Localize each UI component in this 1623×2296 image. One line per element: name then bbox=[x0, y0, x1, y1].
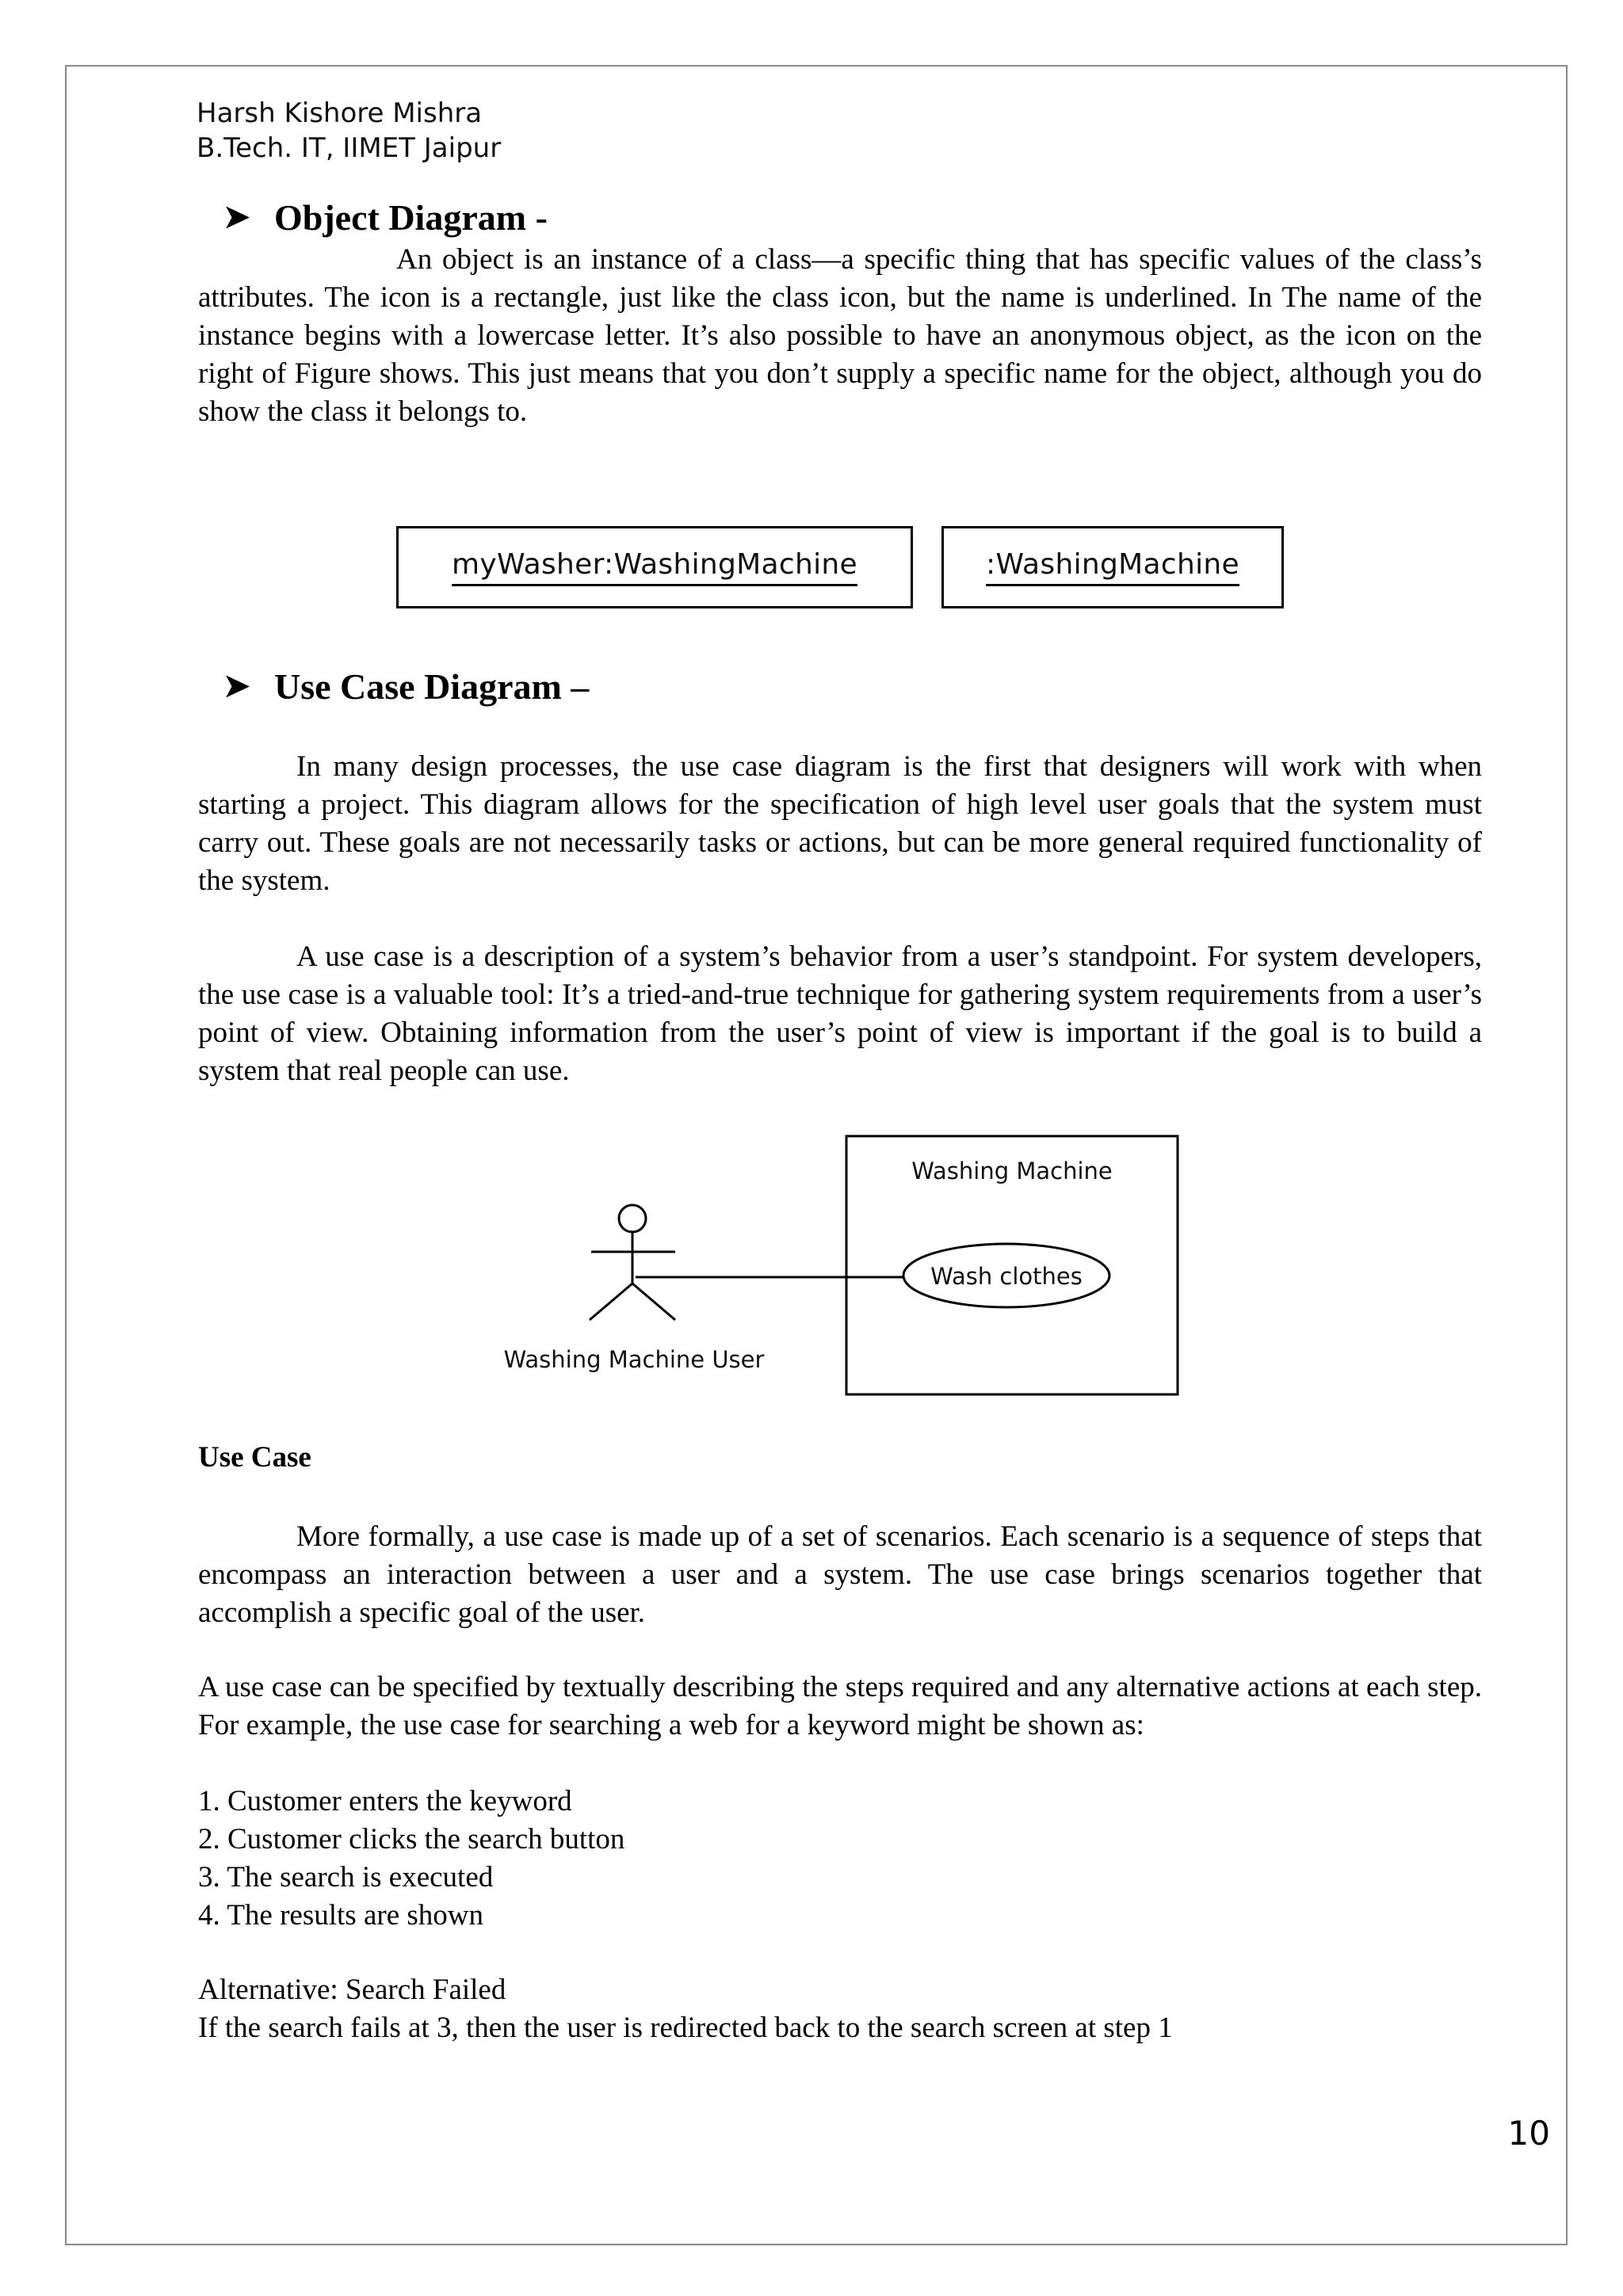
list-item: 2. Customer clicks the search button bbox=[198, 1823, 625, 1855]
page-number: 10 bbox=[1507, 2114, 1550, 2153]
author-name: Harsh Kishore Mishra bbox=[197, 97, 483, 129]
named-object-label: myWasher:WashingMachine bbox=[452, 548, 857, 586]
use-case-diagram-title: Use Case Diagram – bbox=[274, 666, 590, 707]
object-diagram-paragraph: An object is an instance of a class—a specific thing that has specific values of the class’s attributes. The icon is a rectangle, just like the class icon, but the name is underlined. In The name of the instance begins with a lowercase letter. It’s also possible to have an anonymous object, as the icon on the right of Figure shows. This just means that you don’t supply a specific name for the object, although you do show the class it belongs to. bbox=[198, 243, 1482, 428]
object-diagram-title: Object Diagram - bbox=[274, 197, 548, 238]
list-item: 3. The search is executed bbox=[198, 1861, 494, 1894]
actor-icon bbox=[590, 1205, 675, 1320]
system-name-label: Washing Machine bbox=[911, 1158, 1113, 1184]
use-case-paragraph-1: More formally, a use case is made up of a set of scenarios. Each scenario is a sequence of steps that encompass an interaction between a user and a system. The use case brings scenarios together that accomplish a specific goal of the user. bbox=[198, 1520, 1482, 1629]
use-case-diagram-heading bbox=[223, 666, 590, 707]
use-case-diagram-paragraph-1: In many design processes, the use case diagram is the first that designers will work with when starting a project. This diagram allows for the specification of high level user goals that the system must carry out. These goals are not necessarily tasks or actions, but can be more general required functionality of the system. bbox=[198, 750, 1482, 897]
alternative-text: If the search fails at 3, then the user is redirected back to the search screen at step 1 bbox=[198, 2012, 1173, 2044]
list-item: 1. Customer enters the keyword bbox=[198, 1785, 572, 1817]
use-case-heading: Use Case bbox=[198, 1441, 311, 1474]
arrow-bullet-icon: ➤ bbox=[223, 199, 250, 235]
use-case-paragraph-2: A use case can be specified by textually describing the steps required and any alternative actions at each step. For example, the use case for searching a web for a keyword might be shown as: bbox=[198, 1671, 1482, 1741]
use-case-diagram-paragraph-2: A use case is a description of a system’s behavior from a user’s standpoint. For system developers, the use case is a valuable tool: It’s a tried-and-true technique for gathering system requirements from a user’s point of view. Obtaining information from the user’s point of view is important if the goal is to build a system that real people can use. bbox=[198, 940, 1482, 1087]
list-item: 4. The results are shown bbox=[198, 1899, 483, 1932]
named-object-box bbox=[396, 526, 913, 608]
anonymous-object-label: :WashingMachine bbox=[986, 548, 1239, 586]
author-program: B.Tech. IT, IIMET Jaipur bbox=[197, 132, 502, 164]
actor-label: Washing Machine User bbox=[503, 1346, 765, 1373]
anonymous-object-box bbox=[941, 526, 1284, 608]
use-case-figure bbox=[491, 1125, 1205, 1402]
arrow-bullet-icon: ➤ bbox=[223, 668, 250, 704]
use-case-label: Wash clothes bbox=[930, 1263, 1083, 1290]
object-diagram-heading bbox=[223, 196, 548, 238]
alternative-title: Alternative: Search Failed bbox=[198, 1974, 506, 2006]
